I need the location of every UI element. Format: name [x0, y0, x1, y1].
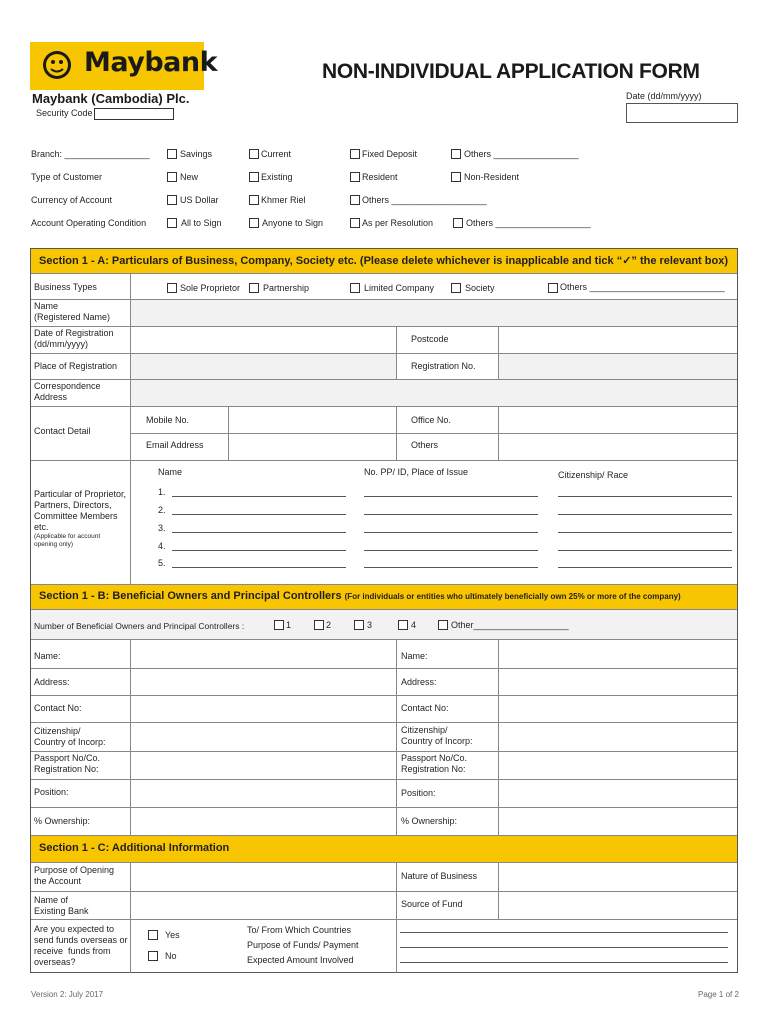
- limited-company-checkbox[interactable]: [350, 283, 360, 293]
- countries-label: To/ From Which Countries: [247, 925, 352, 935]
- others-account-checkbox[interactable]: [451, 149, 461, 159]
- owner-passport-label-2: Passport No/Co. Registration No:: [401, 753, 468, 774]
- particular-citizenship-line[interactable]: [558, 550, 732, 551]
- divider: [31, 695, 737, 696]
- nature-of-business-label: Nature of Business: [401, 871, 478, 881]
- page-title: NON-INDIVIDUAL APPLICATION FORM: [322, 60, 700, 83]
- owner-count-1-checkbox[interactable]: [274, 620, 284, 630]
- row-number: 5.: [158, 558, 166, 568]
- as-per-resolution-checkbox[interactable]: [350, 218, 360, 228]
- section-b-title-note: (For individuals or entities who ultimately beneficially own 25% or more of the company): [344, 592, 681, 601]
- countries-line[interactable]: [400, 932, 728, 933]
- others-currency-label: Others ___________________: [362, 195, 487, 205]
- owner-count-label: Number of Beneficial Owners and Principal Controllers :: [34, 621, 245, 631]
- particular-id-line[interactable]: [364, 550, 538, 551]
- particulars-label: Particular of Proprietor, Partners, Directors, Committee Members etc.: [34, 489, 127, 532]
- expected-amount-line[interactable]: [400, 962, 728, 963]
- usd-label: US Dollar: [180, 195, 219, 205]
- divider: [31, 460, 737, 461]
- society-checkbox[interactable]: [451, 283, 461, 293]
- owner-ownership-label: % Ownership:: [34, 816, 91, 826]
- security-code-field[interactable]: [94, 108, 174, 120]
- owner-count-2-checkbox[interactable]: [314, 620, 324, 630]
- sole-proprietor-checkbox[interactable]: [167, 283, 177, 293]
- owner-address-label-2: Address:: [401, 677, 437, 687]
- particulars-note: (Applicable for account opening only): [34, 533, 101, 548]
- row-number: 2.: [158, 505, 166, 515]
- divider: [31, 862, 737, 863]
- others-business-checkbox[interactable]: [548, 283, 558, 293]
- particular-name-line[interactable]: [172, 567, 346, 568]
- currency-label: Currency of Account: [31, 195, 113, 205]
- registration-no-label: Registration No.: [411, 361, 476, 371]
- khr-label: Khmer Riel: [261, 195, 306, 205]
- owner-passport-label: Passport No/Co. Registration No:: [34, 753, 101, 774]
- savings-label: Savings: [180, 149, 213, 159]
- label-column-divider: [130, 461, 131, 584]
- owner-count-2-label: 2: [326, 620, 332, 630]
- fixed-deposit-checkbox[interactable]: [350, 149, 360, 159]
- branch-label: Branch: _________________: [31, 149, 150, 159]
- partnership-label: Partnership: [263, 283, 310, 293]
- particular-name-line[interactable]: [172, 514, 346, 515]
- particular-name-line[interactable]: [172, 550, 346, 551]
- usd-checkbox[interactable]: [167, 195, 177, 205]
- divider: [31, 668, 737, 669]
- registered-name-field[interactable]: [131, 300, 737, 326]
- section-b-header: [31, 585, 737, 609]
- non-resident-checkbox[interactable]: [451, 172, 461, 182]
- others-account-label: Others _________________: [464, 149, 579, 159]
- existing-label: Existing: [261, 172, 293, 182]
- others-condition-label: Others ___________________: [466, 218, 591, 228]
- divider: [131, 433, 737, 434]
- savings-checkbox[interactable]: [167, 149, 177, 159]
- particular-id-line[interactable]: [364, 496, 538, 497]
- owner-contact-label-2: Contact No:: [401, 703, 449, 713]
- brand-name: Maybank: [84, 47, 218, 78]
- business-types-label: Business Types: [34, 282, 97, 292]
- particular-citizenship-line[interactable]: [558, 532, 732, 533]
- owner-name-label-2: Name:: [401, 651, 428, 661]
- non-resident-label: Non-Resident: [464, 172, 520, 182]
- contact-detail-label: Contact Detail: [34, 426, 91, 436]
- page-number: Page 1 of 2: [698, 990, 739, 999]
- anyone-to-sign-checkbox[interactable]: [249, 218, 259, 228]
- divider: [31, 807, 737, 808]
- place-of-registration-label: Place of Registration: [34, 361, 118, 371]
- section-a-header: [31, 249, 737, 273]
- divider: [31, 919, 737, 920]
- column-divider: [396, 863, 397, 973]
- col-name-header: Name: [158, 467, 183, 477]
- divider: [31, 639, 737, 640]
- owner-count-3-checkbox[interactable]: [354, 620, 364, 630]
- particular-citizenship-line[interactable]: [558, 496, 732, 497]
- overseas-question-label: Are you expected to send funds overseas or receive funds from overseas?: [34, 924, 128, 967]
- col-citizenship-header: Citizenship/ Race: [558, 470, 629, 480]
- others-condition-checkbox[interactable]: [453, 218, 463, 228]
- email-address-label: Email Address: [146, 440, 204, 450]
- divider: [31, 891, 737, 892]
- current-label: Current: [261, 149, 292, 159]
- new-checkbox[interactable]: [167, 172, 177, 182]
- others-business-label: Others ___________________________: [560, 282, 725, 292]
- registration-no-field[interactable]: [499, 354, 737, 379]
- resident-checkbox[interactable]: [350, 172, 360, 182]
- correspondence-address-label: Correspondence Address: [34, 381, 101, 402]
- others-contact-label: Others: [411, 440, 439, 450]
- section-b-title-text: Section 1 - B: Beneficial Owners and Principal Controllers: [39, 590, 342, 602]
- divider: [31, 406, 737, 407]
- particular-citizenship-line[interactable]: [558, 514, 732, 515]
- date-of-registration-label: Date of Registration (dd/mm/yyyy): [34, 328, 114, 349]
- section-c-title: Section 1 - C: Additional Information: [39, 842, 230, 854]
- date-label: Date (dd/mm/yyyy): [626, 91, 702, 101]
- expected-amount-label: Expected Amount Involved: [247, 955, 354, 965]
- divider: [31, 326, 737, 327]
- owner-name-label: Name:: [34, 651, 61, 661]
- owner-position-label-2: Position:: [401, 788, 436, 798]
- type-of-customer-label: Type of Customer: [31, 172, 103, 182]
- particular-id-line[interactable]: [364, 514, 538, 515]
- col-id-header: No. PP/ ID, Place of Issue: [364, 467, 469, 477]
- particular-name-line[interactable]: [172, 496, 346, 497]
- owner-contact-label: Contact No:: [34, 703, 82, 713]
- particular-citizenship-line[interactable]: [558, 567, 732, 568]
- partnership-checkbox[interactable]: [249, 283, 259, 293]
- row-number: 1.: [158, 487, 166, 497]
- divider: [31, 273, 737, 274]
- current-checkbox[interactable]: [249, 149, 259, 159]
- divider: [31, 779, 737, 780]
- owner-count-other-label: Other___________________: [451, 620, 569, 630]
- section-b-title: [39, 590, 681, 602]
- postcode-label: Postcode: [411, 334, 449, 344]
- owner-count-3-label: 3: [367, 620, 373, 630]
- owner-citizenship-label-2: Citizenship/ Country of Incorp:: [401, 725, 473, 746]
- existing-checkbox[interactable]: [249, 172, 259, 182]
- all-to-sign-checkbox[interactable]: [167, 218, 177, 228]
- owner-address-label: Address:: [34, 677, 70, 687]
- purpose-of-funds-label: Purpose of Funds/ Payment: [247, 940, 359, 950]
- office-no-label: Office No.: [411, 415, 451, 425]
- overseas-no-label: No: [165, 951, 177, 961]
- overseas-no-checkbox[interactable]: [148, 951, 158, 961]
- particular-id-line[interactable]: [364, 532, 538, 533]
- fixed-deposit-label: Fixed Deposit: [362, 149, 418, 159]
- anyone-to-sign-label: Anyone to Sign: [262, 218, 324, 228]
- limited-company-label: Limited Company: [364, 283, 435, 293]
- operating-condition-label: Account Operating Condition: [31, 218, 147, 228]
- new-label: New: [180, 172, 199, 182]
- owner-count-4-label: 4: [411, 620, 417, 630]
- owner-count-other-checkbox[interactable]: [438, 620, 448, 630]
- owner-count-1-label: 1: [286, 620, 292, 630]
- particular-id-line[interactable]: [364, 567, 538, 568]
- society-label: Society: [465, 283, 495, 293]
- owner-citizenship-label: Citizenship/ Country of Incorp:: [34, 726, 106, 747]
- as-per-resolution-label: As per Resolution: [362, 218, 434, 228]
- overseas-yes-checkbox[interactable]: [148, 930, 158, 940]
- registered-name-label: Name (Registered Name): [34, 301, 111, 322]
- correspondence-address-field[interactable]: [131, 380, 737, 406]
- section-c-header: [31, 836, 737, 862]
- place-of-registration-field[interactable]: [131, 354, 396, 379]
- divider: [31, 722, 737, 723]
- existing-bank-label: Name of Existing Bank: [34, 895, 89, 916]
- owner-position-label: Position:: [34, 787, 69, 797]
- label-column-divider: [130, 863, 131, 973]
- purpose-of-account-label: Purpose of Opening the Account: [34, 865, 115, 886]
- section-a-title: Section 1 - A: Particulars of Business, Company, Society etc. (Please delete whichever is inapplicable and tick “✓” the relevant box): [39, 255, 728, 267]
- all-to-sign-label: All to Sign: [181, 218, 222, 228]
- version-label: Version 2: July 2017: [31, 990, 104, 999]
- resident-label: Resident: [362, 172, 398, 182]
- khr-checkbox[interactable]: [249, 195, 259, 205]
- security-code-label: Security Code: [36, 108, 93, 118]
- maybank-logo: [30, 42, 218, 90]
- date-field[interactable]: [626, 103, 738, 123]
- row-number: 4.: [158, 541, 166, 551]
- purpose-of-funds-line[interactable]: [400, 947, 728, 948]
- particular-name-line[interactable]: [172, 532, 346, 533]
- row-number: 3.: [158, 523, 166, 533]
- owner-count-4-checkbox[interactable]: [398, 620, 408, 630]
- sole-proprietor-label: Sole Proprietor: [180, 283, 241, 293]
- company-name: Maybank (Cambodia) Plc.: [32, 91, 190, 106]
- overseas-yes-label: Yes: [165, 930, 180, 940]
- mobile-no-label: Mobile No.: [146, 415, 190, 425]
- divider: [31, 751, 737, 752]
- owner-ownership-label-2: % Ownership:: [401, 816, 458, 826]
- others-currency-checkbox[interactable]: [350, 195, 360, 205]
- tiger-head-icon: [42, 50, 72, 80]
- source-of-fund-label: Source of Fund: [401, 899, 463, 909]
